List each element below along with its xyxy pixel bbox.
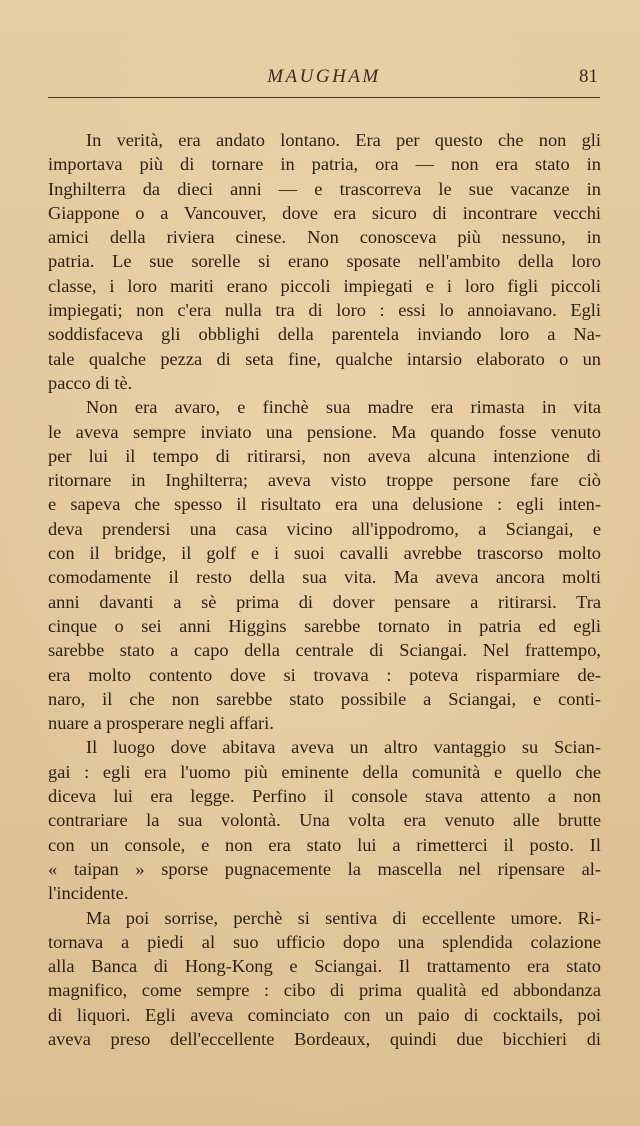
text-line: anni davanti a sè prima di dover pensare a ritirarsi. Tra [48, 591, 601, 612]
text-line: patria. Le sue sorelle si erano sposate nell'ambito della loro [48, 251, 601, 272]
text-line: con il bridge, il golf e i suoi cavalli avrebbe trascorso molto [48, 543, 601, 564]
text-line: importava più di tornare in patria, ora — non era stato in [48, 154, 601, 175]
text-line: aveva preso dell'eccellente Bordeaux, quindi due bicchieri di [48, 1028, 601, 1049]
text-line: Ma poi sorrise, perchè si sentiva di eccellente umore. Ri- [86, 907, 601, 928]
text-line: soddisfaceva gli obblighi della parentela inviando loro a Na- [48, 324, 601, 345]
text-line: le aveva sempre inviato una pensione. Ma quando fosse venuto [48, 421, 601, 442]
text-line: comodamente il resto della sua vita. Ma aveva ancora molti [48, 567, 601, 588]
header-rule [48, 97, 600, 98]
body-text [48, 128, 601, 1051]
text-line: gai : egli era l'uomo più eminente della comunità e quello che [48, 761, 601, 782]
text-line: cinque o sei anni Higgins sarebbe tornato in patria ed egli [48, 615, 601, 636]
text-line: contrariare la sua volontà. Una volta era venuto alle brutte [48, 810, 601, 831]
text-line: deva prendersi una casa vicino all'ippodromo, a Sciangai, e [48, 518, 601, 539]
text-line: tornava a piedi al suo ufficio dopo una splendida colazione [48, 931, 601, 952]
text-line: sarebbe stato a capo della centrale di Sciangai. Nel frattempo, [48, 640, 601, 661]
text-line: Il luogo dove abitava aveva un altro vantaggio su Scian- [86, 737, 601, 758]
running-title: MAUGHAM [267, 66, 381, 87]
text-line: l'incidente. [48, 883, 129, 904]
text-line: alla Banca di Hong-Kong e Sciangai. Il trattamento era stato [48, 956, 601, 977]
text-line: per lui il tempo di ritirarsi, non aveva alcuna intenzione di [48, 445, 601, 466]
page-header [48, 66, 600, 96]
text-line: ritornare in Inghilterra; aveva visto troppe persone fare ciò [48, 470, 601, 491]
text-line: e sapeva che spesso il risultato era una delusione : egli inten- [48, 494, 601, 515]
text-line: impiegati; non c'era nulla tra di loro : essi lo annoiavano. Egli [48, 300, 601, 321]
text-line: magnifico, come sempre : cibo di prima qualità ed abbondanza [48, 980, 601, 1001]
text-line: amici della riviera cinese. Non conosceva più nessuno, in [48, 227, 601, 248]
text-line: naro, il che non sarebbe stato possibile a Sciangai, e conti- [48, 688, 601, 709]
text-line: con un console, e non era stato lui a rimetterci il posto. Il [48, 834, 601, 855]
text-line: nuare a prosperare negli affari. [48, 713, 274, 734]
page-number: 81 [579, 66, 598, 87]
text-line: Non era avaro, e finchè sua madre era rimasta in vita [86, 397, 601, 418]
text-line: di liquori. Egli aveva cominciato con un paio di cocktails, poi [48, 1004, 601, 1025]
text-line: era molto contento dove si trovava : poteva risparmiare de- [48, 664, 601, 685]
text-line: Giappone o a Vancouver, dove era sicuro di incontrare vecchi [48, 202, 601, 223]
text-line: pacco di tè. [48, 372, 133, 393]
text-line: « taipan » sporse pugnacemente la mascella nel ripensare al- [48, 858, 601, 879]
text-line: diceva lui era legge. Perfino il console stava attento a non [48, 786, 601, 807]
text-line: Inghilterra da dieci anni — e trascorreva le sue vacanze in [48, 178, 601, 199]
text-line: classe, i loro mariti erano piccoli impiegati e i loro figli piccoli [48, 275, 601, 296]
text-line: In verità, era andato lontano. Era per questo che non gli [86, 130, 601, 150]
text-line: tale qualche pezza di seta fine, qualche intarsio elaborato o un [48, 348, 601, 369]
